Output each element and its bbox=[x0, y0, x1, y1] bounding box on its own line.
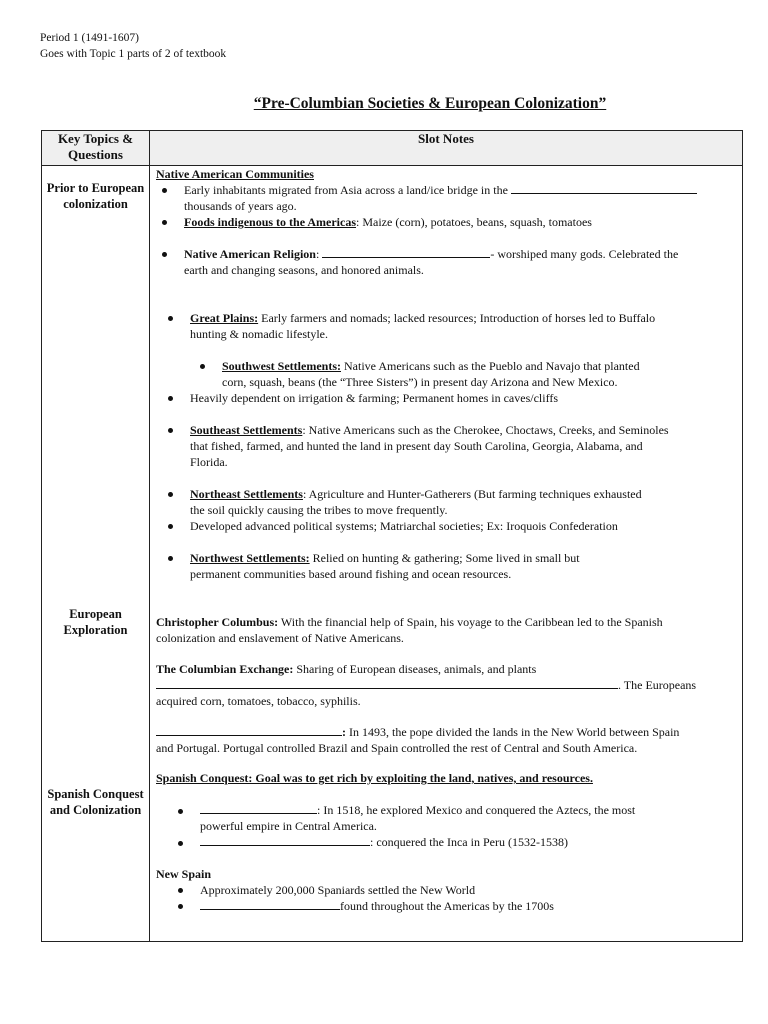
bullet-text: hunting & nomadic lifestyle. bbox=[190, 327, 328, 341]
fill-in-blank bbox=[200, 834, 370, 846]
paragraph-text: acquired corn, tomatoes, tobacco, syphilis. bbox=[156, 694, 361, 708]
list-item bbox=[222, 358, 732, 390]
columbian-exchange-paragraph bbox=[156, 661, 732, 709]
list-item bbox=[200, 898, 732, 914]
fill-in-blank bbox=[511, 182, 697, 194]
bullet-text: the soil quickly causing the tribes to move frequently. bbox=[190, 503, 448, 517]
slot-notes-header: Slot Notes bbox=[150, 131, 743, 166]
bullet-heading: Native American Religion bbox=[184, 247, 316, 261]
document-header bbox=[40, 30, 230, 62]
period-label: Period 1 (1491-1607) bbox=[40, 32, 140, 44]
notes-table bbox=[41, 130, 743, 942]
bullet-text: permanent communities based around fishing and ocean resources. bbox=[190, 567, 512, 581]
bullet-text: that fished, farmed, and hunted the land in present day South Carolina, Georgia, Alabama, and bbox=[190, 439, 643, 453]
fill-in-blank bbox=[322, 246, 490, 258]
bullet-icon bbox=[178, 841, 183, 846]
bullet-text: powerful empire in Central America. bbox=[200, 819, 377, 833]
list-item bbox=[184, 214, 732, 230]
bullet-icon bbox=[168, 396, 173, 401]
bullet-text: thousands of years ago. bbox=[184, 199, 297, 213]
bullet-text: corn, squash, beans (the “Three Sisters”) in present day Arizona and New Mexico. bbox=[222, 375, 618, 389]
bullet-text: : Maize (corn), potatoes, beans, squash, tomatoes bbox=[356, 215, 592, 229]
bullet-icon bbox=[178, 809, 183, 814]
list-item bbox=[190, 310, 732, 342]
paragraph-text: colonization and enslavement of Native Americans. bbox=[156, 631, 404, 645]
fill-in-blank bbox=[156, 677, 618, 689]
bullet-icon bbox=[168, 556, 173, 561]
key-topics-column bbox=[42, 166, 150, 942]
list-item bbox=[190, 486, 732, 518]
bullet-text: : Agriculture and Hunter-Gatherers (But farming techniques exhausted bbox=[302, 487, 642, 501]
paragraph-text: . The Europeans bbox=[618, 678, 697, 692]
bullet-heading: Southeast Settlements bbox=[190, 423, 303, 437]
fill-in-blank bbox=[200, 802, 317, 814]
bullet-text: : bbox=[315, 247, 320, 261]
bullet-text: found throughout the Americas by the 1700s bbox=[340, 899, 554, 913]
paragraph-heading: The Columbian Exchange: bbox=[156, 662, 294, 676]
paragraph-heading: Christopher Columbus: bbox=[156, 615, 279, 629]
topic-prior-to-colonization: Prior to European colonization bbox=[46, 181, 145, 211]
bullet-text: Early farmers and nomads; lacked resources; Introduction of horses led to Buffalo bbox=[258, 311, 656, 325]
bullet-icon bbox=[168, 316, 173, 321]
slot-notes-column bbox=[150, 166, 743, 942]
paragraph-text: and Portugal. Portugal controlled Brazil and Spain controlled the rest of Central and South America. bbox=[156, 741, 638, 755]
bullet-text: Florida. bbox=[190, 455, 228, 469]
bullet-icon bbox=[168, 428, 173, 433]
list-item bbox=[190, 550, 732, 582]
fill-in-blank bbox=[156, 724, 342, 736]
paragraph-text: Sharing of European diseases, animals, and plants bbox=[293, 662, 537, 676]
bullet-text: : Native Americans such as the Cherokee, Choctaws, Creeks, and Seminoles bbox=[302, 423, 669, 437]
list-item bbox=[200, 802, 732, 834]
bullet-heading: Foods indigenous to the Americas bbox=[184, 215, 357, 229]
bullet-text: : In 1518, he explored Mexico and conquered the Aztecs, the most bbox=[317, 803, 636, 817]
bullet-heading: Southwest Settlements: bbox=[222, 359, 341, 373]
bullet-text: Relied on hunting & gathering; Some lived in small but bbox=[309, 551, 580, 565]
fill-in-blank bbox=[200, 898, 340, 910]
bullet-text: Native Americans such as the Pueblo and Navajo that planted bbox=[341, 359, 640, 373]
topic-spanish-conquest: Spanish Conquest and Colonization bbox=[47, 787, 144, 817]
bullet-icon bbox=[168, 492, 173, 497]
bullet-icon bbox=[178, 888, 183, 893]
bullet-text: Early inhabitants migrated from Asia across a land/ice bridge in the bbox=[184, 183, 508, 197]
key-topics-header: Key Topics & Questions bbox=[42, 131, 150, 166]
list-item bbox=[190, 422, 732, 470]
list-item bbox=[200, 834, 732, 850]
table-header-row bbox=[42, 131, 743, 166]
topic-european-exploration: European Exploration bbox=[63, 607, 128, 637]
paragraph-text: With the financial help of Spain, his voyage to the Caribbean led to the Spanish bbox=[278, 615, 663, 629]
bullet-icon bbox=[162, 252, 167, 257]
bullet-text: earth and changing seasons, and honored animals. bbox=[184, 263, 424, 277]
bullet-icon bbox=[168, 524, 173, 529]
textbook-reference: Goes with Topic 1 parts of 2 of textbook bbox=[40, 48, 227, 60]
papal-division-paragraph bbox=[156, 724, 732, 756]
bullet-text: : conquered the Inca in Peru (1532-1538) bbox=[370, 835, 568, 849]
new-spain-heading: New Spain bbox=[156, 867, 212, 881]
list-item: Approximately 200,000 Spaniards settled the New World bbox=[200, 883, 476, 897]
bullet-icon bbox=[200, 364, 205, 369]
bullet-icon bbox=[162, 188, 167, 193]
list-item: Heavily dependent on irrigation & farming; Permanent homes in caves/cliffs bbox=[190, 391, 559, 405]
bullet-text: - worshiped many gods. Celebrated the bbox=[490, 247, 679, 261]
bullet-heading: Northwest Settlements: bbox=[190, 551, 310, 565]
page-title: “Pre-Columbian Societies & European Colonization” bbox=[253, 95, 607, 112]
list-item: Developed advanced political systems; Matriarchal societies; Ex: Iroquois Confederation bbox=[190, 519, 618, 533]
table-body-row bbox=[42, 166, 743, 942]
bullet-heading: Northeast Settlements bbox=[190, 487, 303, 501]
paragraph-text: : bbox=[342, 725, 346, 739]
paragraph-text: In 1493, the pope divided the lands in the New World between Spain bbox=[346, 725, 680, 739]
columbus-paragraph bbox=[156, 614, 732, 646]
list-item bbox=[184, 246, 732, 278]
spanish-conquest-heading: Spanish Conquest: Goal was to get rich by exploiting the land, natives, and resources. bbox=[156, 771, 593, 785]
native-american-communities-heading: Native American Communities bbox=[156, 167, 314, 181]
bullet-icon bbox=[162, 220, 167, 225]
bullet-heading: Great Plains: bbox=[190, 311, 259, 325]
bullet-icon bbox=[178, 904, 183, 909]
list-item bbox=[184, 182, 732, 214]
